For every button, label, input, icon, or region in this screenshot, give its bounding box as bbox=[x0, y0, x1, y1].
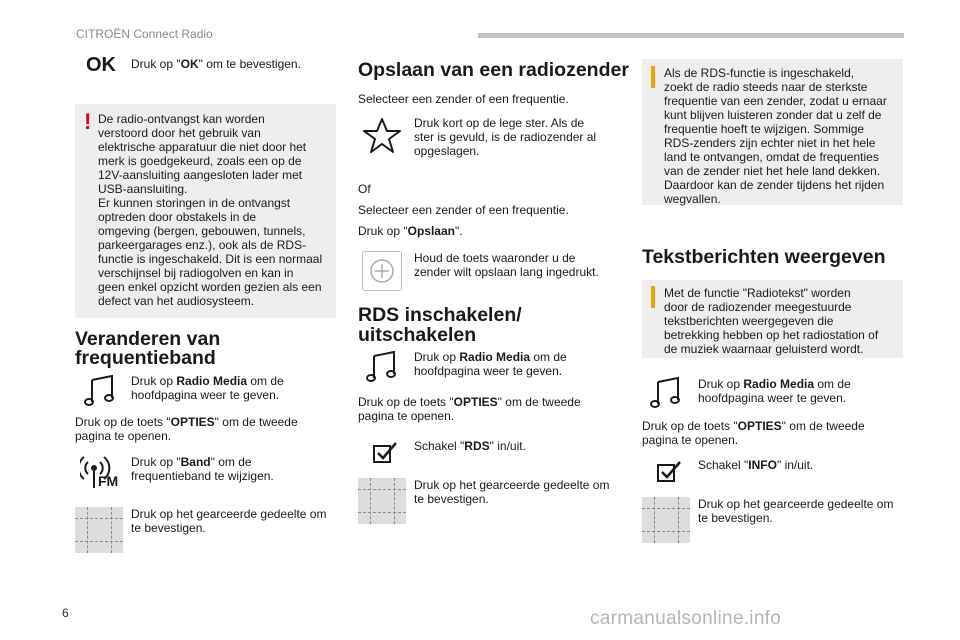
warning-line: De radio-ontvangst kan worden bbox=[98, 112, 265, 126]
radio-media-line2: hoofdpagina weer te geven. bbox=[131, 388, 280, 402]
warning-line: functie is ingeschakeld. Dit is een normaal bbox=[98, 252, 323, 266]
star-line3: opgeslagen. bbox=[414, 144, 480, 158]
plus-line1: Houd de toets waaronder u de bbox=[414, 251, 576, 265]
rds-radio-media-line2: hoofdpagina weer te geven. bbox=[414, 364, 563, 378]
select-line-2: Selecteer een zender of een frequentie. bbox=[358, 203, 569, 217]
info-hatch-line1: Druk op het gearceerde gedeelte om bbox=[698, 497, 894, 511]
of-label: Of bbox=[358, 182, 371, 196]
info-radiotekst-line: de muziek waarnaar geluisterd wordt. bbox=[664, 342, 864, 356]
info-radiotekst-text bbox=[664, 286, 902, 356]
heading-veranderen-l1: Veranderen van bbox=[75, 328, 221, 350]
info-rds-text bbox=[664, 66, 902, 206]
info-opties-line2: pagina te openen. bbox=[642, 433, 739, 447]
heading-rds-l1: RDS inschakelen/ bbox=[358, 304, 522, 326]
info-radiotekst-line: tekstberichten weergegeven die bbox=[664, 314, 834, 328]
info-rds-line: land te ontvangen, omdat de frequenties bbox=[664, 150, 879, 164]
checkbox-icon bbox=[656, 459, 682, 485]
music-note-icon bbox=[650, 376, 686, 408]
warning-line: optreden door obstakels in de bbox=[98, 210, 257, 224]
info-radiotekst-line: betrekking hebben op het radiostation of bbox=[664, 328, 879, 342]
opties-line1: Druk op de toets "OPTIES" om de tweede bbox=[75, 415, 298, 429]
warning-text bbox=[98, 112, 334, 308]
info-rds-line: frequentie hoeft te wijzigen. Sommige bbox=[664, 122, 865, 136]
info-rds-line: Als de RDS-functie is ingeschakeld, bbox=[664, 66, 855, 80]
plus-line2: zender wilt opslaan lang ingedrukt. bbox=[414, 265, 599, 279]
warning-line: omgeving (bergen, gebouwen, tunnels, bbox=[98, 224, 306, 238]
info-radiotekst-line: door de radiozender meegestuurde bbox=[664, 300, 852, 314]
star-icon bbox=[362, 116, 402, 156]
info-icon bbox=[651, 66, 655, 88]
warning-line: verstoord door het gebruik van bbox=[98, 126, 261, 140]
rds-opties-line1: Druk op de toets "OPTIES" om de tweede bbox=[358, 395, 581, 409]
hatched-area-icon bbox=[75, 507, 123, 553]
info-opties-line1: Druk op de toets "OPTIES" om de tweede bbox=[642, 419, 865, 433]
info-rds-line: wegvallen. bbox=[664, 192, 721, 206]
info-radiotekst-line: Met de functie "Radiotekst" worden bbox=[664, 286, 851, 300]
header-bar bbox=[478, 33, 904, 38]
info-rds-line: kunt blijven luisteren zonder dat u zelf de bbox=[664, 108, 882, 122]
opties-line2: pagina te openen. bbox=[75, 429, 172, 443]
warning-line: Er kunnen storingen in de ontvangst bbox=[98, 196, 291, 210]
warning-line: geen enkel opzicht worden gezien als een bbox=[98, 280, 322, 294]
hatched-area-icon bbox=[358, 478, 406, 524]
info-rds-line: van de zender niet het hele land dekken. bbox=[664, 164, 881, 178]
info-rds-line: Daardoor kan de zender tijdens het rijden bbox=[664, 178, 885, 192]
ok-icon: OK bbox=[86, 54, 116, 76]
music-note-icon bbox=[366, 350, 402, 382]
warning-line: defect van het audiosysteem. bbox=[98, 294, 255, 308]
warning-line: merk is goedgekeurd, zoals een op de bbox=[98, 154, 302, 168]
rds-radio-media-line1: Druk op Radio Media om de bbox=[414, 350, 567, 364]
info-radio-media-line1: Druk op Radio Media om de bbox=[698, 377, 851, 391]
hatch-line2: te bevestigen. bbox=[131, 521, 206, 535]
page-number: 6 bbox=[62, 606, 69, 620]
header-title: CITROËN Connect Radio bbox=[76, 27, 213, 41]
hatched-area-icon bbox=[642, 497, 690, 543]
select-line-1: Selecteer een zender of een frequentie. bbox=[358, 92, 569, 106]
warning-line: elektrische apparatuur die niet door het bbox=[98, 140, 307, 154]
heading-veranderen-l2: frequentieband bbox=[75, 347, 216, 369]
info-icon bbox=[651, 286, 655, 308]
info-radio-media-line2: hoofdpagina weer te geven. bbox=[698, 391, 847, 405]
watermark: carmanualsonline.info bbox=[590, 608, 782, 629]
warning-line: 12V-aansluiting aangesloten lader met bbox=[98, 168, 303, 182]
checkbox-icon bbox=[372, 440, 398, 466]
info-rds-line: zoekt de radio steeds naar de sterkste bbox=[664, 80, 868, 94]
plus-icon bbox=[362, 251, 402, 291]
warning-icon: ! bbox=[84, 109, 92, 134]
heading-rds-l2: uitschakelen bbox=[358, 324, 477, 346]
warning-line: verschijnsel bij radiogolven en kan in bbox=[98, 266, 294, 280]
info-rds-line: frequentie van een zender, zodat u ernaar bbox=[664, 94, 887, 108]
opslaan-instruction: Druk op "Opslaan". bbox=[358, 224, 463, 238]
band-line1: Druk op "Band" om de bbox=[131, 455, 252, 469]
rds-hatch-line2: te bevestigen. bbox=[414, 492, 489, 506]
info-rds-line: RDS-zenders zijn echter niet in het hele bbox=[664, 136, 876, 150]
heading-tekstberichten: Tekstberichten weergeven bbox=[642, 246, 886, 268]
warning-line: USB-aansluiting. bbox=[98, 182, 188, 196]
star-line2: ster is gevuld, is de radiozender al bbox=[414, 130, 597, 144]
heading-opslaan: Opslaan van een radiozender bbox=[358, 59, 629, 81]
star-line1: Druk kort op de lege ster. Als de bbox=[414, 116, 585, 130]
hatch-line1: Druk op het gearceerde gedeelte om bbox=[131, 507, 327, 521]
rds-opties-line2: pagina te openen. bbox=[358, 409, 455, 423]
info-hatch-line2: te bevestigen. bbox=[698, 511, 773, 525]
fm-label: FM bbox=[98, 473, 119, 489]
warning-line: parkeergarages enz.), ook als de RDS- bbox=[98, 238, 307, 252]
rds-toggle: Schakel "RDS" in/uit. bbox=[414, 439, 526, 453]
rds-hatch-line1: Druk op het gearceerde gedeelte om bbox=[414, 478, 610, 492]
band-line2: frequentieband te wijzigen. bbox=[131, 469, 274, 483]
radio-media-line1: Druk op Radio Media om de bbox=[131, 374, 284, 388]
ok-instruction: Druk op "OK" om te bevestigen. bbox=[131, 57, 301, 71]
music-note-icon bbox=[84, 374, 120, 406]
info-toggle: Schakel "INFO" in/uit. bbox=[698, 458, 814, 472]
